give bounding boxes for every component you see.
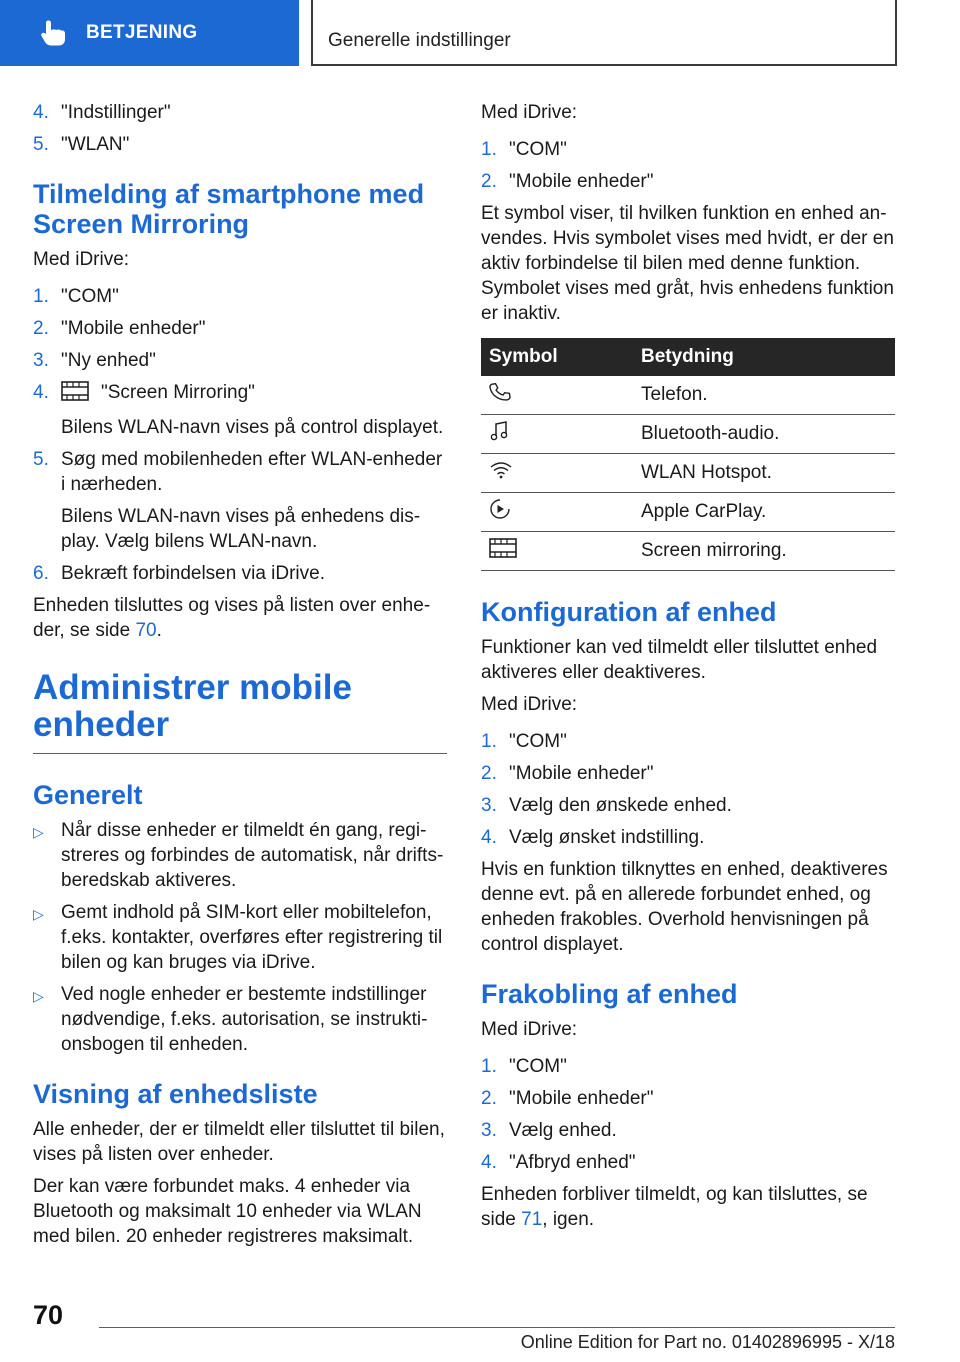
med-idrive-label: Med iDrive: [481, 1019, 578, 1040]
list-item: 5. Søg med mobilenheden efter WLAN-enheder i nærheden. [33, 449, 443, 495]
table-cell-meaning: WLAN Hotspot. [633, 454, 895, 493]
symbol-table [481, 338, 895, 571]
list-item: 1. "COM" [481, 1056, 567, 1077]
heading-frakobling: Frakobling af enhed [481, 979, 738, 1009]
heading-visning: Visning af enhedsliste [33, 1079, 318, 1109]
column-header-symbol: Symbol [481, 338, 633, 376]
list-item: 4. "Screen Mirroring" [33, 380, 447, 408]
music-note-icon [489, 426, 509, 447]
triangle-bullet-icon: ▷ [33, 906, 44, 922]
step-result: Bilens WLAN-navn vises på control displayet. [61, 417, 444, 438]
connected-paragraph: Enheden tilsluttes og vises på listen over enheder, se side 70. [33, 595, 431, 641]
table-row [481, 376, 895, 415]
screen-mirroring-icon [489, 542, 517, 563]
page-number: 70 [33, 1300, 64, 1330]
list-item: 4. Vælg ønsket indstilling. [481, 827, 705, 848]
bullet-item: ▷ Ved nogle enheder er bestemte indstillinger nødvendige, f.eks. autorisation, se instruktionsbogen til enheden. [33, 984, 428, 1055]
table-cell-meaning: Bluetooth-audio. [633, 415, 895, 454]
list-item: 1. "COM" [33, 286, 119, 307]
carplay-icon [489, 504, 511, 525]
table-cell-meaning: Apple CarPlay. [633, 493, 895, 532]
table-row [481, 454, 895, 493]
med-idrive-label: Med iDrive: [33, 249, 130, 270]
footer-divider [99, 1327, 895, 1328]
pointing-hand-icon [38, 18, 68, 48]
table-row [481, 493, 895, 532]
heading-tilmelding: Tilmelding af smartphone med Screen Mirroring [33, 179, 425, 239]
list-item: 3. "Ny enhed" [33, 350, 156, 371]
column-header-meaning: Betydning [633, 338, 895, 376]
table-row [481, 532, 895, 571]
triangle-bullet-icon: ▷ [33, 988, 44, 1004]
konfig-note: Hvis en funktion tilknyttes en enhed, deaktiveres denne evt. på en allerede forbundet enhed, og enheden frakobles. Overhold henvisningen på control displayet. [481, 859, 888, 955]
list-item: 4. "Indstillinger" [33, 102, 171, 123]
med-idrive-label: Med iDrive: [481, 694, 578, 715]
page-header [0, 0, 960, 66]
heading-administrer: Administrer mobile enheder [33, 669, 447, 754]
section-title: BETJENING [86, 22, 198, 43]
page-link-70[interactable]: 70 [135, 620, 157, 641]
list-item: 2. "Mobile enheder" [481, 171, 654, 192]
section-tab [0, 0, 299, 66]
heading-generelt: Generelt [33, 780, 143, 810]
list-item: 3. Vælg enhed. [481, 1120, 617, 1141]
med-idrive-label: Med iDrive: [481, 102, 578, 123]
list-item: 4. "Afbryd enhed" [481, 1152, 636, 1173]
chapter-tab [311, 0, 897, 66]
list-item: 3. Vælg den ønskede enhed. [481, 795, 732, 816]
list-item: 5. "WLAN" [33, 134, 130, 155]
chapter-title: Generelle indstillinger [328, 30, 511, 51]
right-column [481, 100, 895, 1239]
screen-mirroring-icon [61, 381, 89, 408]
list-item: 6. Bekræft forbindelsen via iDrive. [33, 563, 325, 584]
edition-text: Online Edition for Part no. 01402896995 - X/18 [520, 1332, 895, 1352]
heading-konfiguration: Konfiguration af enhed [481, 597, 777, 627]
table-row [481, 415, 895, 454]
step-result: Bilens WLAN-navn vises på enhedens display. Vælg bilens WLAN-navn. [61, 506, 421, 552]
konfig-paragraph: Funktioner kan ved tilmeldt eller tilsluttet enhed aktiveres eller deaktiveres. [481, 637, 878, 683]
list-item: 1. "COM" [481, 139, 567, 160]
symbol-intro: Et symbol viser, til hvilken funktion en enhed anvendes. Hvis symbolet vises med hvidt, er der en aktiv forbindelse til bilen med denne funktion. Symbolet vises med gråt, hvis enhedens funktion er inaktiv. [481, 203, 894, 324]
list-item: 2. "Mobile enheder" [481, 1088, 654, 1109]
page-link-71[interactable]: 71 [521, 1209, 543, 1230]
visning-paragraph-2: Der kan være forbundet maks. 4 enheder via Bluetooth og maksimalt 10 enheder via WLAN med bilen. 20 enheder registreres maksimalt. [33, 1176, 422, 1247]
triangle-bullet-icon: ▷ [33, 824, 44, 840]
list-item: 1. "COM" [481, 731, 567, 752]
left-column [33, 100, 447, 1256]
list-item: 2. "Mobile enheder" [481, 763, 654, 784]
bullet-item: ▷ Gemt indhold på SIM-kort eller mobiltelefon, f.eks. kontakter, overføres efter registrering til bilen og kan bruges via iDrive. [33, 902, 443, 973]
frakobling-note: Enheden forbliver tilmeldt, og kan tilsluttes, se side 71, igen. [481, 1184, 868, 1230]
table-header-row [481, 338, 895, 376]
phone-icon [489, 387, 511, 408]
table-cell-meaning: Telefon. [633, 376, 895, 415]
page-footer [0, 1290, 960, 1362]
bullet-item: ▷ Når disse enheder er tilmeldt én gang, registreres og forbindes de automatisk, når driftsberedskab aktiveres. [33, 820, 444, 891]
table-cell-meaning: Screen mirroring. [633, 532, 895, 571]
wifi-icon [489, 464, 513, 485]
list-item: 2. "Mobile enheder" [33, 318, 206, 339]
visning-paragraph-1: Alle enheder, der er tilmeldt eller tilsluttet til bilen, vises på listen over enheder. [33, 1119, 445, 1165]
